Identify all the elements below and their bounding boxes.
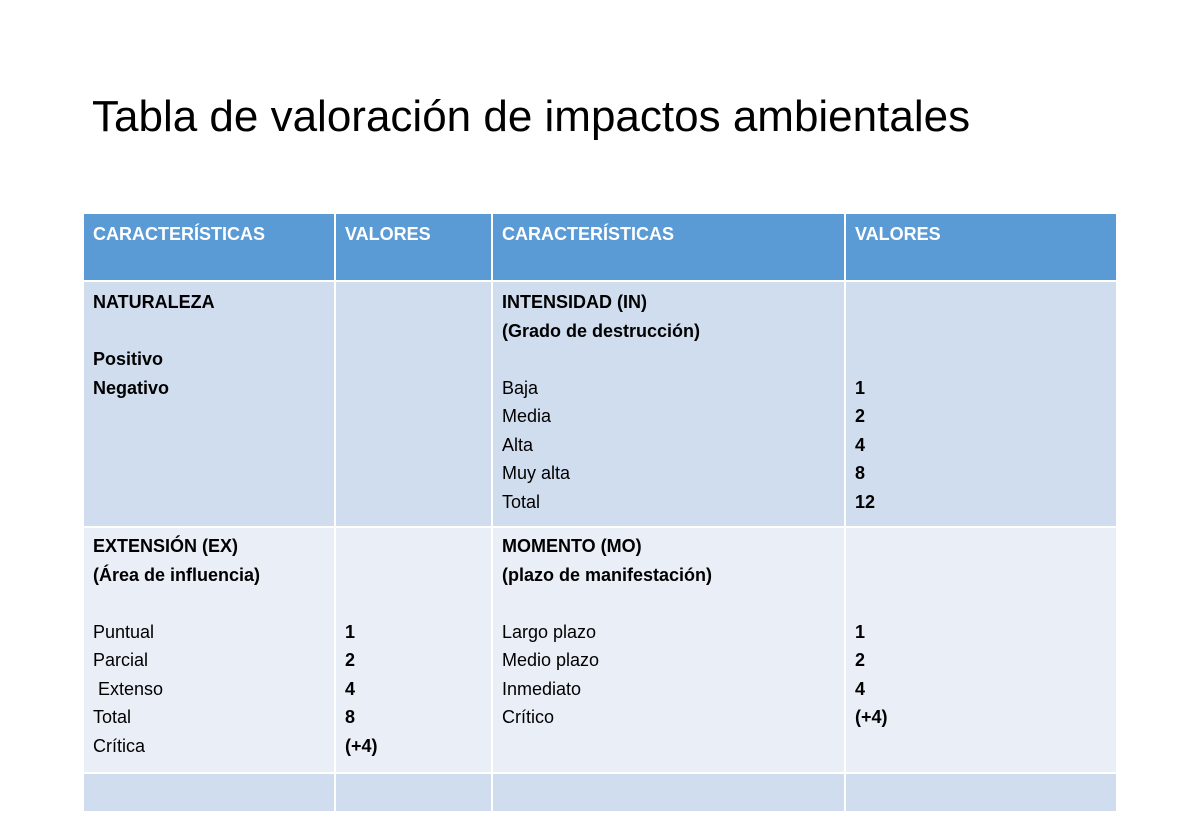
cell-extension-valores	[335, 527, 492, 773]
cell-momento	[492, 527, 845, 773]
empty-cell	[335, 773, 492, 812]
table-row	[83, 527, 1117, 773]
header-caracteristicas-1: CARACTERÍSTICAS	[83, 213, 335, 281]
naturaleza-item: Negativo	[93, 377, 170, 398]
extension-value: 1	[345, 621, 356, 642]
naturaleza-title: NATURALEZA	[93, 292, 215, 312]
extension-item: Crítica	[93, 735, 146, 756]
intensidad-item: Baja	[502, 377, 539, 398]
cell-intensidad	[492, 281, 845, 527]
intensidad-value: 12	[855, 491, 876, 512]
momento-value: 1	[855, 621, 866, 642]
intensidad-value: 8	[855, 463, 866, 483]
cell-momento-valores	[845, 527, 1117, 773]
intensidad-item: Alta	[502, 434, 534, 455]
naturaleza-item: Positivo	[93, 349, 164, 369]
table-header-row	[83, 213, 1117, 281]
intensidad-value: 2	[855, 406, 866, 426]
extension-item: Total	[93, 707, 132, 727]
intensidad-subtitle: (Grado de destrucción)	[502, 320, 701, 341]
header-caracteristicas-2: CARACTERÍSTICAS	[492, 213, 845, 281]
empty-cell	[83, 773, 335, 812]
header-valores-2: VALORES	[845, 213, 1117, 281]
extension-value: (+4)	[345, 735, 378, 756]
intensidad-item: Muy alta	[502, 463, 571, 483]
table-row-empty	[83, 773, 1117, 812]
extension-value: 4	[345, 678, 356, 699]
extension-title: EXTENSIÓN (EX)	[93, 536, 239, 556]
momento-title: MOMENTO (MO)	[502, 536, 642, 556]
intensidad-value: 1	[855, 377, 866, 398]
extension-item: Extenso	[93, 678, 164, 699]
table-row	[83, 281, 1117, 527]
momento-value: 2	[855, 650, 866, 670]
momento-value: (+4)	[855, 707, 888, 727]
momento-item: Inmediato	[502, 678, 582, 699]
extension-value: 2	[345, 650, 356, 670]
intensidad-title: INTENSIDAD (IN)	[502, 292, 647, 312]
extension-value: 8	[345, 707, 356, 727]
momento-subtitle: (plazo de manifestación)	[502, 564, 713, 585]
cell-extension	[83, 527, 335, 773]
empty-cell	[845, 773, 1117, 812]
extension-item: Puntual	[93, 621, 155, 642]
empty-cell	[492, 773, 845, 812]
cell-naturaleza	[83, 281, 335, 527]
slide-title: Tabla de valoración de impactos ambientales	[92, 92, 971, 141]
header-valores-1: VALORES	[335, 213, 492, 281]
momento-item: Crítico	[502, 707, 555, 727]
momento-item: Medio plazo	[502, 650, 600, 670]
cell-intensidad-valores	[845, 281, 1117, 527]
intensidad-item: Total	[502, 491, 541, 512]
extension-item: Parcial	[93, 650, 149, 670]
impact-valuation-table	[82, 212, 1118, 813]
intensidad-item: Media	[502, 406, 552, 426]
momento-item: Largo plazo	[502, 621, 597, 642]
cell-naturaleza-valores	[335, 281, 492, 527]
momento-value: 4	[855, 678, 866, 699]
intensidad-value: 4	[855, 434, 866, 455]
extension-subtitle: (Área de influencia)	[93, 564, 261, 585]
